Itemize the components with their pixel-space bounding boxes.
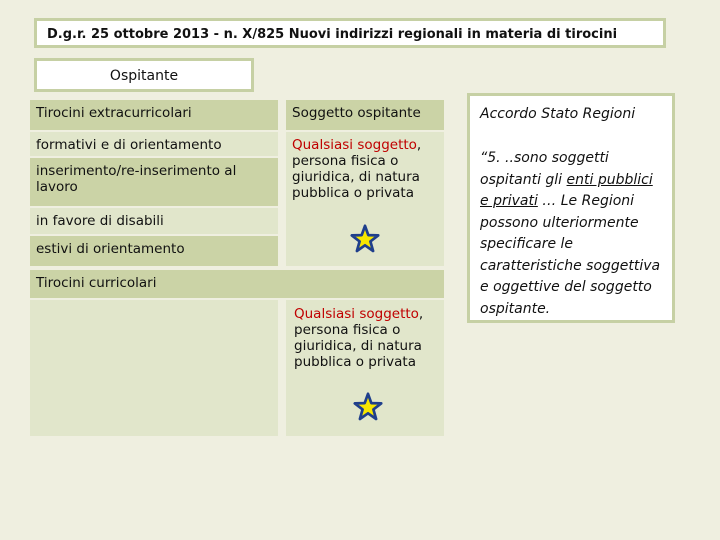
row-formativi: formativi e di orientamento [30, 132, 278, 156]
star-icon [350, 224, 380, 254]
quote-box [467, 93, 675, 323]
quote-text-2: … Le Regioni possono ulteriormente specificare le caratteristiche soggettiva e oggettive del soggetto ospitante. [480, 193, 661, 317]
quote-text-1: “5. ..sono soggetti ospitanti gli [480, 150, 609, 188]
soggetto-comma: , [418, 306, 424, 322]
quote-heading: Accordo Stato Regioni [480, 106, 636, 122]
row-estivi: estivi di orientamento [30, 236, 278, 266]
soggetto-description: persona fisica o giuridica, di natura pubblica o privata [294, 322, 422, 370]
row-inserimento: inserimento/re-inserimento al lavoro [30, 158, 278, 206]
header-tirocini-extracurricolari: Tirocini extracurricolari [30, 100, 278, 130]
cell-curricolari-empty [30, 300, 278, 436]
quote-underlined: enti pubblici e privati [480, 171, 653, 209]
star-icon [353, 392, 383, 422]
header-soggetto-ospitante: Soggetto ospitante [286, 100, 444, 130]
quote-body [480, 148, 664, 320]
header-tirocini-curricolari: Tirocini curricolari [30, 270, 444, 298]
soggetto-description: persona fisica o giuridica, di natura pubblica o privata [292, 153, 420, 201]
soggetto-comma: , [416, 137, 422, 153]
document-title: D.g.r. 25 ottobre 2013 - n. X/825 Nuovi indirizzi regionali in materia di tirocini [34, 18, 666, 48]
section-subtitle: Ospitante [34, 58, 254, 92]
soggetto-highlight: Qualsiasi soggetto [292, 137, 417, 153]
soggetto-highlight: Qualsiasi soggetto [294, 306, 419, 322]
row-disabili: in favore di disabili [30, 208, 278, 234]
